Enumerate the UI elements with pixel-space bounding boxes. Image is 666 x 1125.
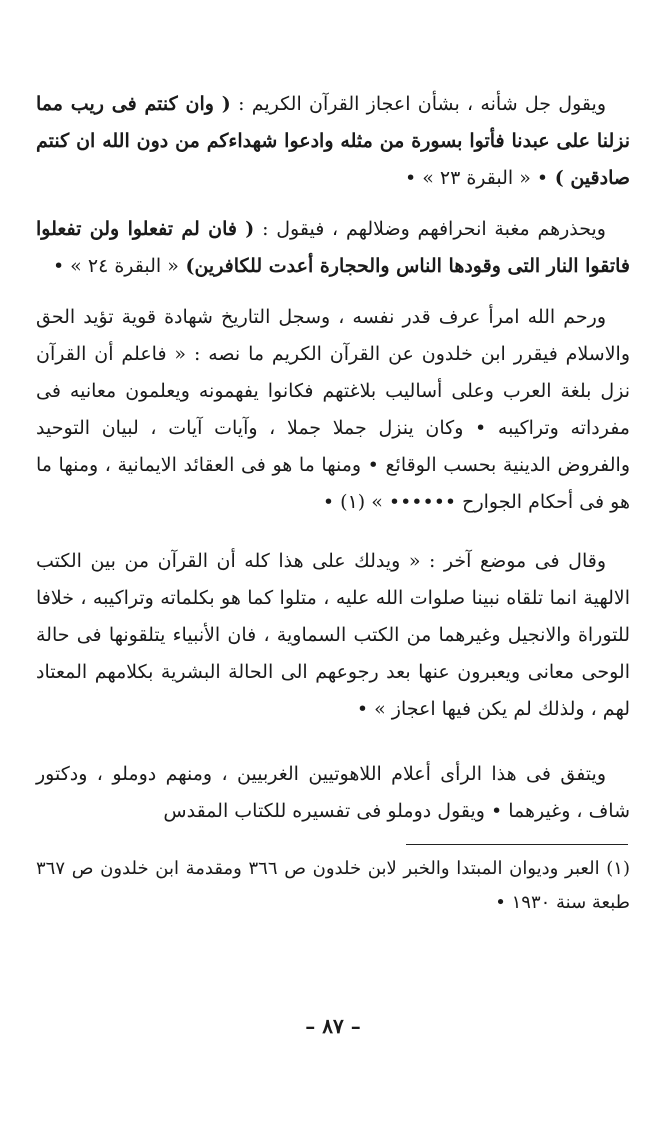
paragraph-2 — [36, 211, 630, 285]
paragraph-1 — [36, 86, 630, 197]
footnote: (١) العبر وديوان المبتدا والخبر لابن خلدون ص ٣٦٦ ومقدمة ابن خلدون ص ٣٦٧ طبعة سنة ١٩٣٠ • — [36, 858, 630, 913]
paragraph-4 — [36, 543, 630, 728]
paragraph-3 — [36, 299, 630, 521]
paragraph-3-text: ورحم الله امرأ عرف قدر نفسه ، وسجل التاريخ شهادة قوية تؤيد الحق والاسلام فيقرر ابن خلدون عن القرآن الكريم ما نصه : « فاعلم أن القرآن نزل بلغة العرب وعلى أساليب بلاغتهم فكانوا يفهمونه ويعلمون معانيه فى مفرداته وتراكيبه • وكان ينزل جملا جملا ، وآيات آيات ، لبيان التوحيد والفروض الدينية بحسب الوقائع • ومنها ما هو فى العقائد الايمانية ، ومنها ما هو فى أحكام الجوارح •••••• » (١) • — [36, 306, 630, 513]
paragraph-5 — [36, 756, 630, 830]
paragraph-5-text: ويتفق فى هذا الرأى أعلام اللاهوتيين الغربيين ، ومنهم دوملو ، ودكتور شاف ، وغيرهما • ويقول دوملو فى تفسيره للكتاب المقدس — [36, 763, 630, 822]
paragraph-1-intro: ويقول جل شأنه ، بشأن اعجاز القرآن الكريم : — [230, 93, 606, 115]
paragraph-4-text: وقال فى موضع آخر : « ويدلك على هذا كله أن القرآن من بين الكتب الالهية انما تلقاه نبينا صلوات الله عليه ، متلوا كما هو بكلماته وتراكيبه ، خلافا للتوراة والانجيل وغيرهما من الكتب السماوية ، فان الأنبياء يتلقونها فى حالة الوحى معانى ويعبرون عنها بعد رجوعهم الى الحالة البشرية بكلامهم المعتاد لهم ، ولذلك لم يكن فيها اعجاز » • — [36, 550, 630, 720]
paragraph-2-intro: ويحذرهم مغبة انحرافهم وضلالهم ، فيقول : — [254, 218, 606, 240]
book-page — [36, 86, 630, 920]
footnote-divider — [406, 844, 628, 845]
page-number: – ٨٧ – — [305, 1014, 361, 1038]
paragraph-2-quran-quote: ( فان لم تفعلوا ولن تفعلوا فاتقوا النار التى وقودها الناس والحجارة أعدت للكافرين) — [36, 218, 630, 277]
paragraph-1-reference: • « البقرة ٢٣ » • — [404, 167, 549, 189]
paragraph-1-quran-quote: ( وان كنتم فى ريب مما نزلنا على عبدنا فأتوا بسورة من مثله وادعوا شهداءكم من دون الله ان كنتم صادقين ) — [36, 93, 631, 189]
paragraph-2-reference: « البقرة ٢٤ » • — [52, 255, 179, 277]
footnote-divider-wrap — [36, 830, 630, 852]
